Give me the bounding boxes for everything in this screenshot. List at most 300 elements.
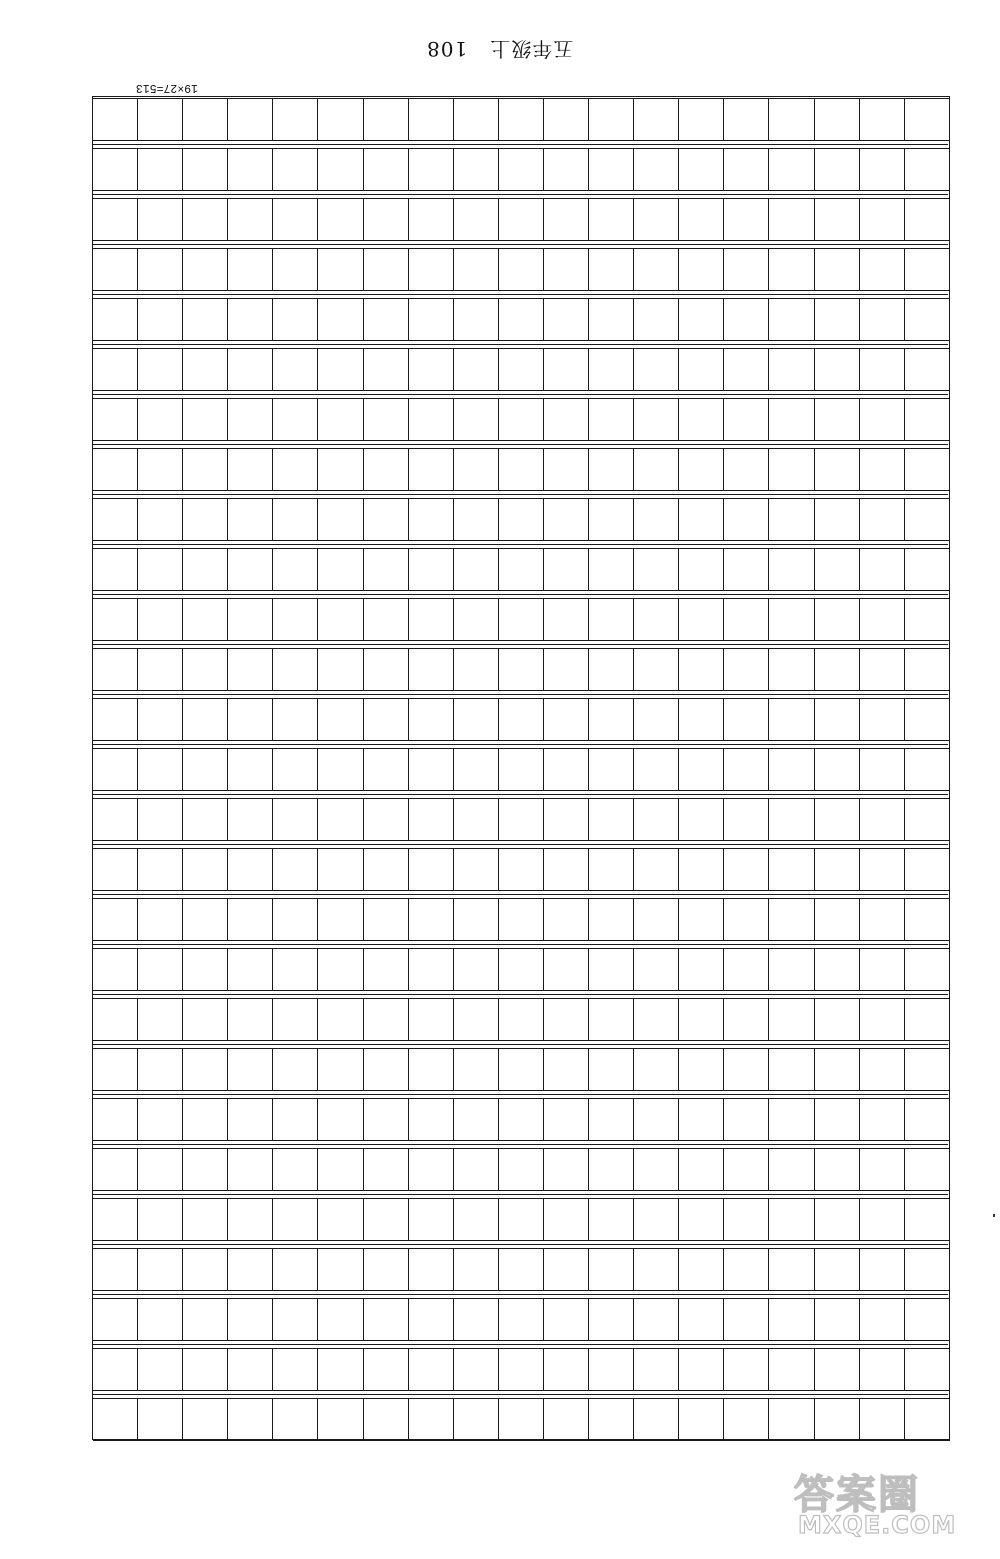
grid-cell: [273, 698, 318, 741]
grid-cell: [318, 398, 363, 441]
grid-cell: [724, 98, 769, 141]
grid-cell: [769, 98, 814, 141]
grid-cell: [769, 348, 814, 391]
grid-cell: [228, 1098, 273, 1141]
grid-cell: [769, 1098, 814, 1141]
grid-cell: [724, 698, 769, 741]
grid-cell: [724, 1098, 769, 1141]
grid-cell: [499, 198, 544, 241]
grid-cell: [93, 1148, 138, 1191]
grid-cell: [273, 1148, 318, 1191]
grid-cell: [905, 598, 950, 641]
grid-cell: [634, 798, 679, 841]
grid-cell: [724, 148, 769, 191]
grid-cell: [499, 1098, 544, 1141]
grid-cell: [724, 498, 769, 541]
grid-cell: [815, 798, 860, 841]
grid-cell: [860, 348, 905, 391]
grid-cell: [769, 1398, 814, 1441]
grid-cell: [183, 1248, 228, 1291]
grid-cell: [318, 898, 363, 941]
grid-cell: [228, 398, 273, 441]
grid-cell: [905, 948, 950, 991]
grid-cell: [364, 148, 409, 191]
grid-cell: [860, 1098, 905, 1141]
grid-cell: [589, 148, 634, 191]
grid-cell: [769, 848, 814, 891]
grid-cell: [815, 398, 860, 441]
grid-cell: [228, 98, 273, 141]
grid-cell: [860, 1048, 905, 1091]
grid-cell: [228, 798, 273, 841]
row-gap-line: [93, 994, 948, 995]
row-gap-line: [93, 444, 948, 445]
grid-cell: [409, 1048, 454, 1091]
grid-cell: [499, 1398, 544, 1441]
grid-cell: [544, 348, 589, 391]
grid-cell: [138, 898, 183, 941]
grid-cell: [860, 598, 905, 641]
grid-cell: [228, 498, 273, 541]
grid-cell: [905, 548, 950, 591]
grid-cell: [815, 748, 860, 791]
grid-cell: [454, 1098, 499, 1141]
grid-cell: [860, 98, 905, 141]
grid-cell: [499, 148, 544, 191]
grid-cell: [499, 1148, 544, 1191]
grid-cell: [454, 1398, 499, 1441]
grid-cell: [905, 148, 950, 191]
grid-cell: [273, 848, 318, 891]
grid-cell: [860, 548, 905, 591]
grid-cell: [860, 198, 905, 241]
grid-cell: [634, 1298, 679, 1341]
grid-cell: [183, 448, 228, 491]
grid-cell: [228, 948, 273, 991]
grid-cell: [589, 248, 634, 291]
grid-cell: [364, 248, 409, 291]
grid-cell: [905, 698, 950, 741]
grid-row: [93, 998, 950, 1041]
grid-cell: [409, 1098, 454, 1141]
grid-cell: [634, 648, 679, 691]
grid-cell: [679, 498, 724, 541]
grid-cell: [138, 98, 183, 141]
grid-cell: [634, 148, 679, 191]
grid-cell: [364, 1398, 409, 1441]
grid-cell: [454, 1348, 499, 1391]
grid-cell: [589, 698, 634, 741]
grid-cell: [589, 998, 634, 1041]
grid-cell: [860, 698, 905, 741]
grid-cell: [815, 1098, 860, 1141]
grid-cell: [499, 598, 544, 641]
grid-cell: [138, 698, 183, 741]
watermark-bottom: MXQE.COM: [798, 1511, 957, 1539]
grid-cell: [93, 498, 138, 541]
grid-cell: [364, 1198, 409, 1241]
grid-cell: [138, 1148, 183, 1191]
grid-cell: [860, 1298, 905, 1341]
grid-cell: [273, 1248, 318, 1291]
grid-cell: [860, 1198, 905, 1241]
grid-cell: [409, 248, 454, 291]
grid-cell: [409, 498, 454, 541]
row-gap-line: [93, 394, 948, 395]
grid-cell: [228, 548, 273, 591]
grid-cell: [364, 1298, 409, 1341]
grid-cell: [183, 148, 228, 191]
grid-cell: [769, 698, 814, 741]
grid-cell: [93, 798, 138, 841]
grid-cell: [544, 1098, 589, 1141]
grid-cell: [860, 998, 905, 1041]
row-gap-line: [93, 344, 948, 345]
grid-row: [93, 698, 950, 741]
grid-cell: [318, 1198, 363, 1241]
grid-cell: [544, 748, 589, 791]
grid-cell: [364, 898, 409, 941]
grid-cell: [138, 398, 183, 441]
grid-cell: [183, 898, 228, 941]
grid-cell: [93, 698, 138, 741]
grid-cell: [860, 498, 905, 541]
grid-cell: [138, 1098, 183, 1141]
grid-cell: [273, 1048, 318, 1091]
grid-cell: [409, 798, 454, 841]
grid-cell: [499, 698, 544, 741]
grid-cell: [499, 548, 544, 591]
grid-cell: [454, 448, 499, 491]
grid-row: [93, 298, 950, 341]
grid-cell: [905, 1248, 950, 1291]
grid-cell: [769, 648, 814, 691]
grid-cell: [905, 1198, 950, 1241]
grid-cell: [138, 198, 183, 241]
grid-cell: [815, 1148, 860, 1191]
grid-cell: [589, 598, 634, 641]
grid-cell: [544, 1148, 589, 1191]
grid-cell: [724, 198, 769, 241]
grid-cell: [138, 798, 183, 841]
grid-cell: [544, 698, 589, 741]
grid-cell: [544, 948, 589, 991]
grid-cell: [860, 248, 905, 291]
grid-cell: [544, 548, 589, 591]
grid-row: [93, 248, 950, 291]
grid-row: [93, 498, 950, 541]
grid-cell: [93, 198, 138, 241]
grid-cell: [409, 648, 454, 691]
grid-cell: [273, 1098, 318, 1141]
grid-cell: [273, 398, 318, 441]
grid-cell: [318, 248, 363, 291]
grid-cell: [905, 298, 950, 341]
grid-cell: [454, 798, 499, 841]
grid-cell: [93, 248, 138, 291]
grid-cell: [905, 1148, 950, 1191]
grid-cell: [364, 748, 409, 791]
grid-cell: [589, 1048, 634, 1091]
grid-cell: [544, 1348, 589, 1391]
grid-cell: [93, 1298, 138, 1341]
grid-cell: [499, 498, 544, 541]
grid-cell: [318, 1148, 363, 1191]
row-gap-line: [93, 494, 948, 495]
grid-cell: [409, 848, 454, 891]
grid-cell: [409, 148, 454, 191]
grid-cell: [589, 798, 634, 841]
grid-cell: [454, 1248, 499, 1291]
grid-cell: [499, 248, 544, 291]
grid-cell: [544, 798, 589, 841]
grid-cell: [860, 648, 905, 691]
grid-row: [93, 898, 950, 941]
grid-cell: [364, 448, 409, 491]
grid-cell: [544, 248, 589, 291]
grid-cell: [318, 1248, 363, 1291]
grid-cell: [589, 1398, 634, 1441]
grid-cell: [815, 598, 860, 641]
grid-cell: [364, 848, 409, 891]
grid-cell: [138, 148, 183, 191]
grid-cell: [769, 1148, 814, 1191]
grid-cell: [364, 548, 409, 591]
grid-cell: [769, 398, 814, 441]
row-gap-line: [93, 1344, 948, 1345]
grid-cell: [815, 698, 860, 741]
grid-cell: [273, 948, 318, 991]
grid-cell: [679, 1098, 724, 1141]
grid-cell: [815, 1398, 860, 1441]
grid-cell: [589, 548, 634, 591]
grid-cell: [228, 248, 273, 291]
grid-cell: [273, 498, 318, 541]
grid-cell: [544, 198, 589, 241]
grid-cell: [724, 748, 769, 791]
grid-cell: [273, 1398, 318, 1441]
grid-row: [93, 1198, 950, 1241]
grid-cell: [409, 1148, 454, 1191]
grid-cell: [183, 348, 228, 391]
grid-cell: [499, 798, 544, 841]
grid-cell: [679, 1398, 724, 1441]
grid-cell: [273, 298, 318, 341]
grid-cell: [905, 798, 950, 841]
grid-cell: [454, 998, 499, 1041]
grid-cell: [634, 848, 679, 891]
grid-cell: [364, 298, 409, 341]
grid-cell: [364, 348, 409, 391]
grid-cell: [679, 848, 724, 891]
page-header-rotated: [426, 36, 573, 65]
grid-cell: [905, 898, 950, 941]
grid-cell: [454, 1148, 499, 1191]
grid-cell: [860, 748, 905, 791]
grid-cell: [364, 1348, 409, 1391]
grid-cell: [364, 1248, 409, 1291]
grid-row: [93, 648, 950, 691]
grid-cell: [93, 1248, 138, 1291]
grid-cell: [544, 1248, 589, 1291]
grid-cell: [589, 1348, 634, 1391]
grid-cell: [634, 748, 679, 791]
grid-row: [93, 598, 950, 641]
grid-cell: [228, 898, 273, 941]
grid-cell: [228, 1148, 273, 1191]
grid-cell: [228, 1348, 273, 1391]
grid-cell: [409, 98, 454, 141]
grid-cell: [815, 1198, 860, 1241]
grid-cell: [138, 248, 183, 291]
grid-cell: [499, 1298, 544, 1341]
grid-cell: [409, 1298, 454, 1341]
grid-cell: [318, 698, 363, 741]
row-gap-line: [93, 1194, 948, 1195]
grid-cell: [454, 1048, 499, 1091]
grid-cell: [815, 498, 860, 541]
grid-cell: [454, 98, 499, 141]
grid-cell: [634, 198, 679, 241]
grid-cell: [724, 848, 769, 891]
row-gap-line: [93, 1294, 948, 1295]
grid-cell: [318, 298, 363, 341]
grid-cell: [228, 1048, 273, 1091]
grid-cell: [499, 1048, 544, 1091]
grid-cell: [228, 448, 273, 491]
grid-cell: [273, 448, 318, 491]
row-gap-line: [93, 1144, 948, 1145]
row-gap-line: [93, 694, 948, 695]
grid-cell: [589, 398, 634, 441]
grid-cell: [679, 198, 724, 241]
grid-cell: [183, 198, 228, 241]
grid-cell: [589, 1298, 634, 1341]
grid-cell: [679, 1348, 724, 1391]
grid-cell: [679, 1298, 724, 1341]
grid-cell: [815, 248, 860, 291]
grid-cell: [589, 98, 634, 141]
grid-cell: [454, 498, 499, 541]
grid-cell: [724, 598, 769, 641]
grid-cell: [318, 198, 363, 241]
grid-cell: [138, 1198, 183, 1241]
grid-cell: [905, 398, 950, 441]
row-gap-line: [93, 744, 948, 745]
grid-cell: [544, 898, 589, 941]
grid-cell: [183, 998, 228, 1041]
grid-cell: [318, 1048, 363, 1091]
grid-cell: [273, 598, 318, 641]
grid-cell: [499, 398, 544, 441]
grid-cell: [93, 548, 138, 591]
grid-cell: [183, 1148, 228, 1191]
grid-cell: [860, 148, 905, 191]
grid-cell: [905, 498, 950, 541]
grid-cell: [815, 898, 860, 941]
grid-cell: [724, 248, 769, 291]
row-gap-line: [93, 894, 948, 895]
grid-cell: [499, 648, 544, 691]
grid-row: [93, 148, 950, 191]
grid-row: [93, 748, 950, 791]
grid-row: [93, 848, 950, 891]
grid-cell: [138, 1248, 183, 1291]
grid-cell: [499, 748, 544, 791]
grid-cell: [364, 1098, 409, 1141]
grid-cell: [273, 898, 318, 941]
grid-cell: [273, 1298, 318, 1341]
grid-cell: [544, 98, 589, 141]
row-gap-line: [93, 1394, 948, 1395]
grid-cell: [589, 1198, 634, 1241]
grid-cell: [318, 598, 363, 641]
grid-cell: [273, 248, 318, 291]
grid-cell: [138, 448, 183, 491]
grid-cell: [409, 598, 454, 641]
grid-cell: [183, 1048, 228, 1091]
grid-cell: [679, 1248, 724, 1291]
grid-cell: [364, 648, 409, 691]
grid-cell: [724, 1198, 769, 1241]
grid-cell: [724, 348, 769, 391]
grid-cell: [724, 1348, 769, 1391]
grid-cell: [183, 948, 228, 991]
grid-cell: [228, 298, 273, 341]
grid-cell: [634, 298, 679, 341]
grid-cell: [499, 848, 544, 891]
grid-cell: [905, 1048, 950, 1091]
grid-cell: [183, 398, 228, 441]
grid-cell: [183, 698, 228, 741]
grid-cell: [634, 948, 679, 991]
grid-cell: [544, 848, 589, 891]
row-gap-line: [93, 1094, 948, 1095]
grid-cell: [634, 348, 679, 391]
grid-cell: [724, 1048, 769, 1091]
grid-row: [93, 1298, 950, 1341]
grid-cell: [273, 648, 318, 691]
grid-cell: [679, 898, 724, 941]
grid-cell: [544, 398, 589, 441]
grid-cell: [183, 1348, 228, 1391]
grid-cell: [183, 848, 228, 891]
grid-cell: [905, 848, 950, 891]
grid-cell: [409, 548, 454, 591]
grid-cell: [454, 748, 499, 791]
grid-cell: [634, 1148, 679, 1191]
grid-cell: [544, 598, 589, 641]
grid-cell: [544, 498, 589, 541]
grid-cell: [183, 1398, 228, 1441]
grid-cell: [815, 1348, 860, 1391]
grid-cell: [228, 848, 273, 891]
grid-cell: [183, 1098, 228, 1141]
grid-cell: [318, 448, 363, 491]
grid-cell: [273, 1198, 318, 1241]
row-gap-line: [93, 594, 948, 595]
grid-cell: [679, 348, 724, 391]
grid-cell: [815, 98, 860, 141]
grid-cell: [769, 998, 814, 1041]
row-gap-line: [93, 194, 948, 195]
grid-row: [93, 198, 950, 241]
grid-cell: [499, 348, 544, 391]
watermark: [788, 1463, 978, 1543]
grid-cell: [454, 1298, 499, 1341]
grid-cell: [724, 1298, 769, 1341]
grid-cell: [769, 898, 814, 941]
